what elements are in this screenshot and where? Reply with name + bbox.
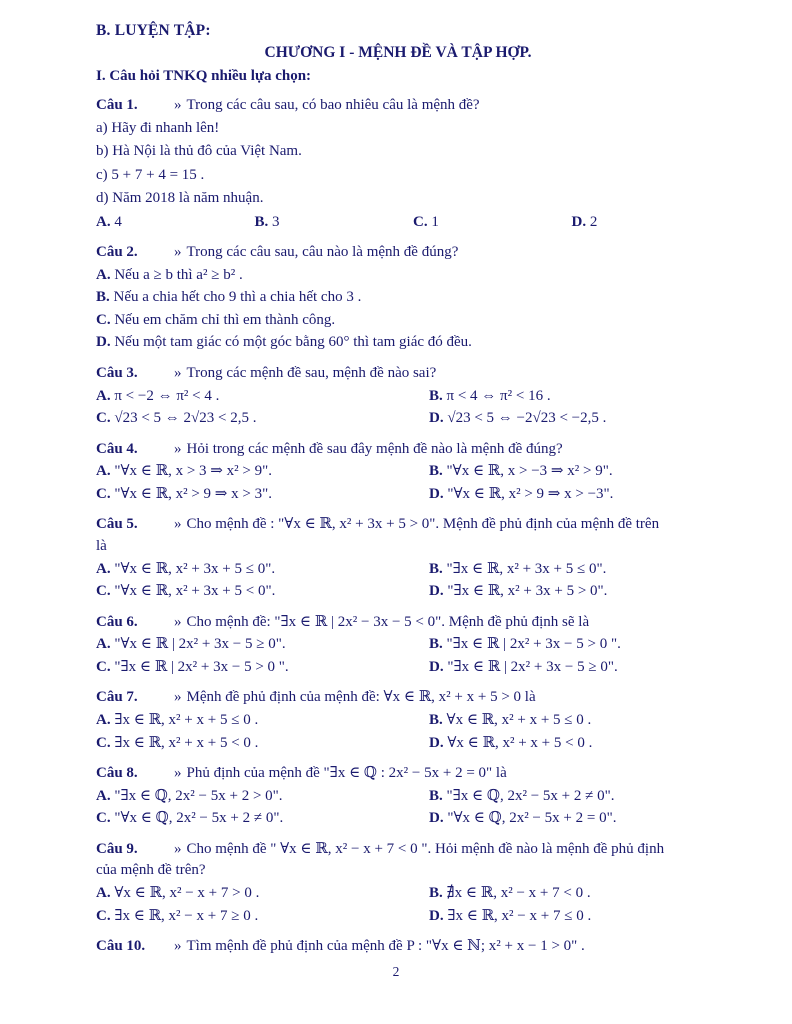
option-letter: C. bbox=[96, 485, 111, 502]
option-item[interactable] bbox=[96, 785, 413, 808]
question-label: Câu 4. bbox=[96, 440, 138, 457]
option-letter: D. bbox=[96, 334, 111, 351]
option-item[interactable] bbox=[96, 483, 413, 506]
question-block bbox=[96, 514, 730, 602]
option-letter: A. bbox=[96, 387, 111, 404]
question-stem-row bbox=[96, 439, 730, 460]
option-item[interactable] bbox=[96, 633, 413, 656]
option-text: π < −2 ⇔ π² < 4 . bbox=[114, 387, 220, 404]
question-label: Câu 8. bbox=[96, 765, 138, 781]
option-text: "∀x ∈ ℝ, x² > 9 ⇒ x > 3". bbox=[114, 485, 272, 502]
question-block bbox=[96, 936, 730, 957]
option-item[interactable] bbox=[413, 709, 730, 732]
question-stem-continued: là bbox=[96, 537, 107, 554]
question-stem bbox=[174, 936, 730, 957]
option-item[interactable] bbox=[96, 211, 255, 234]
option-item[interactable] bbox=[413, 483, 730, 506]
option-text: ∀x ∈ ℝ, x² − x + 7 > 0 . bbox=[114, 885, 260, 902]
question-stem-text: Cho mệnh đề : "∀x ∈ ℝ, x² + 3x + 5 > 0". Mệnh đề phủ định của mệnh đề trên bbox=[186, 516, 660, 533]
arrow-icon: » bbox=[174, 97, 182, 113]
option-letter: A. bbox=[96, 560, 111, 577]
option-item[interactable] bbox=[96, 286, 730, 309]
arrow-icon: » bbox=[174, 516, 182, 533]
option-letter: B. bbox=[429, 787, 443, 804]
option-text: "∀x ∈ ℝ, x > 3 ⇒ x² > 9". bbox=[114, 463, 272, 480]
option-letter: B. bbox=[429, 712, 443, 728]
option-list bbox=[96, 882, 730, 927]
question-label: Câu 10. bbox=[96, 938, 146, 955]
option-text: ∃x ∈ ℝ, x² − x + 7 ≤ 0 . bbox=[447, 907, 592, 924]
question-stem-row bbox=[96, 936, 730, 957]
option-letter: A. bbox=[96, 213, 111, 230]
option-item[interactable] bbox=[96, 407, 413, 430]
option-item[interactable] bbox=[96, 558, 413, 581]
option-list bbox=[96, 709, 730, 754]
option-text: Nếu một tam giác có một góc bằng 60° thì tam giác đó đều. bbox=[114, 334, 472, 351]
question-block bbox=[96, 439, 730, 506]
option-letter: D. bbox=[429, 810, 444, 827]
option-text: ∃x ∈ ℝ, x² + x + 5 ≤ 0 . bbox=[114, 712, 259, 728]
option-letter: B. bbox=[429, 560, 443, 577]
option-text: "∀x ∈ ℚ, 2x² − 5x + 2 = 0". bbox=[447, 810, 617, 827]
section-heading: B. LUYỆN TẬP: bbox=[96, 22, 211, 39]
option-letter: C. bbox=[96, 410, 111, 427]
option-letter: B. bbox=[429, 387, 443, 404]
option-text: ∃x ∈ ℝ, x² + x + 5 < 0 . bbox=[114, 734, 259, 751]
question-label: Câu 1. bbox=[96, 97, 138, 113]
option-letter: B. bbox=[96, 289, 110, 306]
option-item[interactable] bbox=[413, 407, 730, 430]
option-item[interactable] bbox=[413, 460, 730, 483]
question-stem bbox=[174, 95, 730, 116]
question-extra-line: d) Năm 2018 là năm nhuận. bbox=[96, 190, 264, 207]
option-text: "∃x ∈ ℝ | 2x² + 3x − 5 > 0 ". bbox=[114, 658, 289, 675]
arrow-icon: » bbox=[174, 613, 182, 630]
question-block bbox=[96, 839, 730, 927]
question-extra-line: b) Hà Nội là thủ đô của Việt Nam. bbox=[96, 143, 302, 160]
option-text: "∀x ∈ ℝ, x² > 9 ⇒ x > −3". bbox=[447, 485, 614, 502]
option-item[interactable] bbox=[413, 905, 730, 928]
option-letter: D. bbox=[429, 734, 444, 751]
question-stem-text: Trong các câu sau, có bao nhiêu câu là mệnh đề? bbox=[186, 97, 480, 113]
option-item[interactable] bbox=[413, 633, 730, 656]
option-item[interactable] bbox=[96, 709, 413, 732]
option-letter: D. bbox=[429, 907, 444, 924]
option-text: Nếu a chia hết cho 9 thì a chia hết cho 3 . bbox=[113, 289, 362, 306]
option-item[interactable] bbox=[96, 331, 730, 354]
question-extra-line: c) 5 + 7 + 4 = 15 . bbox=[96, 166, 205, 183]
option-item[interactable] bbox=[413, 732, 730, 755]
question-stem-row bbox=[96, 839, 730, 860]
option-letter: C. bbox=[96, 311, 111, 328]
part-heading: I. Câu hỏi TNKQ nhiều lựa chọn: bbox=[96, 68, 312, 84]
option-list bbox=[96, 264, 730, 354]
option-text: "∃x ∈ ℝ, x² + 3x + 5 ≤ 0". bbox=[446, 560, 607, 577]
arrow-icon: » bbox=[174, 938, 182, 955]
option-letter: B. bbox=[429, 463, 443, 480]
question-stem bbox=[174, 439, 730, 460]
option-letter: C. bbox=[96, 810, 111, 827]
page-number: 2 bbox=[392, 964, 400, 979]
option-text: ∄x ∈ ℝ, x² − x + 7 < 0 . bbox=[446, 885, 591, 902]
option-item[interactable] bbox=[413, 882, 730, 905]
option-letter: A. bbox=[96, 885, 111, 902]
option-item[interactable] bbox=[96, 882, 413, 905]
question-stem-text: Trong các mệnh đề sau, mệnh đề nào sai? bbox=[186, 364, 437, 381]
question-stem-text: Tìm mệnh đề phủ định của mệnh đề P : "∀x ∈ ℕ; x² + x − 1 > 0" . bbox=[186, 938, 585, 955]
question-stem-row bbox=[96, 242, 730, 263]
option-letter: C. bbox=[413, 213, 428, 230]
option-item[interactable] bbox=[96, 656, 413, 679]
question-stem-text: Mệnh đề phủ định của mệnh đề: ∀x ∈ ℝ, x² + x + 5 > 0 là bbox=[186, 689, 536, 706]
question-block bbox=[96, 612, 730, 679]
option-letter: D. bbox=[429, 658, 444, 675]
option-letter: B. bbox=[429, 885, 443, 902]
option-text: "∃x ∈ ℝ | 2x² + 3x − 5 ≥ 0". bbox=[447, 658, 618, 675]
option-text: 1 bbox=[431, 213, 439, 230]
option-list bbox=[96, 633, 730, 678]
question-block bbox=[96, 687, 730, 754]
option-letter: C. bbox=[96, 583, 111, 600]
arrow-icon: » bbox=[174, 689, 182, 706]
question-label: Câu 5. bbox=[96, 516, 138, 533]
option-item[interactable] bbox=[413, 785, 730, 808]
question-label: Câu 6. bbox=[96, 613, 138, 630]
question-label: Câu 2. bbox=[96, 244, 138, 261]
option-letter: B. bbox=[429, 636, 443, 653]
question-stem-row bbox=[96, 363, 730, 384]
option-item[interactable] bbox=[413, 807, 730, 830]
option-text: "∃x ∈ ℝ, x² + 3x + 5 > 0". bbox=[447, 583, 608, 600]
option-item[interactable] bbox=[413, 580, 730, 603]
option-letter: A. bbox=[96, 266, 111, 283]
option-letter: B. bbox=[254, 213, 269, 230]
option-letter: A. bbox=[96, 712, 111, 728]
option-item[interactable] bbox=[572, 211, 731, 234]
option-text: Nếu em chăm chỉ thì em thành công. bbox=[114, 311, 336, 328]
option-letter: D. bbox=[429, 485, 444, 502]
question-stem-text: Hỏi trong các mệnh đề sau đây mệnh đề nào là mệnh đề đúng? bbox=[186, 440, 563, 457]
option-text: "∃x ∈ ℚ, 2x² − 5x + 2 > 0". bbox=[114, 787, 283, 804]
option-item[interactable] bbox=[96, 905, 413, 928]
question-block bbox=[96, 763, 730, 830]
option-item[interactable] bbox=[413, 211, 572, 234]
question-stem bbox=[174, 612, 730, 633]
question-stem bbox=[174, 242, 730, 263]
option-text: π < 4 ⇔ π² < 16 . bbox=[446, 387, 551, 404]
question-stem bbox=[174, 687, 730, 708]
option-letter: D. bbox=[429, 410, 444, 427]
question-stem-row bbox=[96, 687, 730, 708]
option-text: 2 bbox=[589, 213, 598, 230]
option-list bbox=[96, 211, 730, 234]
chapter-title: CHƯƠNG I - MỆNH ĐỀ VÀ TẬP HỢP. bbox=[264, 44, 532, 61]
question-stem bbox=[174, 763, 730, 784]
option-text: "∀x ∈ ℚ, 2x² − 5x + 2 ≠ 0". bbox=[114, 810, 284, 827]
question-label: Câu 3. bbox=[96, 364, 138, 381]
question-stem-row bbox=[96, 612, 730, 633]
question-stem bbox=[174, 363, 730, 384]
option-letter: D. bbox=[429, 583, 444, 600]
option-item[interactable] bbox=[255, 211, 414, 234]
arrow-icon: » bbox=[174, 244, 182, 261]
arrow-icon: » bbox=[174, 364, 182, 381]
option-letter: A. bbox=[96, 463, 111, 480]
option-list bbox=[96, 460, 730, 505]
option-letter: D. bbox=[571, 213, 587, 230]
option-text: 4 bbox=[114, 213, 122, 230]
option-text: 3 bbox=[272, 213, 280, 230]
option-item[interactable] bbox=[413, 656, 730, 679]
option-list bbox=[96, 785, 730, 830]
arrow-icon: » bbox=[174, 440, 182, 457]
option-letter: C. bbox=[96, 734, 111, 751]
option-letter: A. bbox=[96, 787, 111, 804]
question-label: Câu 7. bbox=[96, 689, 138, 706]
option-list bbox=[96, 558, 730, 603]
option-item[interactable] bbox=[96, 732, 413, 755]
option-item[interactable] bbox=[96, 460, 413, 483]
question-stem bbox=[174, 839, 730, 860]
option-text: "∀x ∈ ℝ | 2x² + 3x − 5 ≥ 0". bbox=[114, 636, 286, 653]
option-list bbox=[96, 385, 730, 430]
option-text: √23 < 5 ⇔ 2√23 < 2,5 . bbox=[114, 410, 257, 427]
option-text: ∀x ∈ ℝ, x² + x + 5 ≤ 0 . bbox=[446, 712, 592, 728]
option-text: "∃x ∈ ℚ, 2x² − 5x + 2 ≠ 0". bbox=[446, 787, 615, 804]
option-text: Nếu a ≥ b thì a² ≥ b² . bbox=[114, 266, 243, 283]
option-text: "∀x ∈ ℝ, x > −3 ⇒ x² > 9". bbox=[446, 463, 613, 480]
option-item[interactable] bbox=[96, 264, 730, 287]
option-text: ∀x ∈ ℝ, x² + x + 5 < 0 . bbox=[447, 734, 593, 751]
option-text: ∃x ∈ ℝ, x² − x + 7 ≥ 0 . bbox=[114, 907, 259, 924]
option-item[interactable] bbox=[96, 309, 730, 332]
option-letter: A. bbox=[96, 636, 111, 653]
question-stem-continued: của mệnh đề trên? bbox=[96, 862, 206, 879]
option-item[interactable] bbox=[413, 558, 730, 581]
option-text: √23 < 5 ⇔ −2√23 < −2,5 . bbox=[447, 410, 607, 427]
question-block bbox=[96, 242, 730, 354]
question-stem bbox=[174, 514, 730, 535]
arrow-icon: » bbox=[174, 840, 182, 857]
question-stem-row bbox=[96, 514, 730, 535]
option-item[interactable] bbox=[96, 385, 413, 408]
option-text: "∀x ∈ ℝ, x² + 3x + 5 ≤ 0". bbox=[114, 560, 276, 577]
question-block bbox=[96, 363, 730, 430]
question-extra-line: a) Hãy đi nhanh lên! bbox=[96, 119, 220, 136]
option-item[interactable] bbox=[96, 580, 413, 603]
option-letter: C. bbox=[96, 907, 111, 924]
arrow-icon: » bbox=[174, 765, 182, 781]
question-stem-text: Phủ định của mệnh đề "∃x ∈ ℚ : 2x² − 5x + 2 = 0" là bbox=[186, 765, 507, 781]
question-stem-text: Trong các câu sau, câu nào là mệnh đề đúng? bbox=[186, 244, 459, 261]
question-stem-text: Cho mệnh đề " ∀x ∈ ℝ, x² − x + 7 < 0 ". Hỏi mệnh đề nào là mệnh đề phủ định bbox=[186, 840, 665, 857]
option-text: "∀x ∈ ℝ, x² + 3x + 5 < 0". bbox=[114, 583, 276, 600]
question-stem-row bbox=[96, 95, 730, 116]
question-stem-row bbox=[96, 763, 730, 784]
question-label: Câu 9. bbox=[96, 840, 138, 857]
option-item[interactable] bbox=[96, 807, 413, 830]
option-text: "∃x ∈ ℝ | 2x² + 3x − 5 > 0 ". bbox=[446, 636, 621, 653]
question-stem-text: Cho mệnh đề: "∃x ∈ ℝ | 2x² − 3x − 5 < 0". Mệnh đề phủ định sẽ là bbox=[186, 613, 590, 630]
question-block bbox=[96, 95, 730, 233]
option-item[interactable] bbox=[413, 385, 730, 408]
option-letter: C. bbox=[96, 658, 111, 675]
